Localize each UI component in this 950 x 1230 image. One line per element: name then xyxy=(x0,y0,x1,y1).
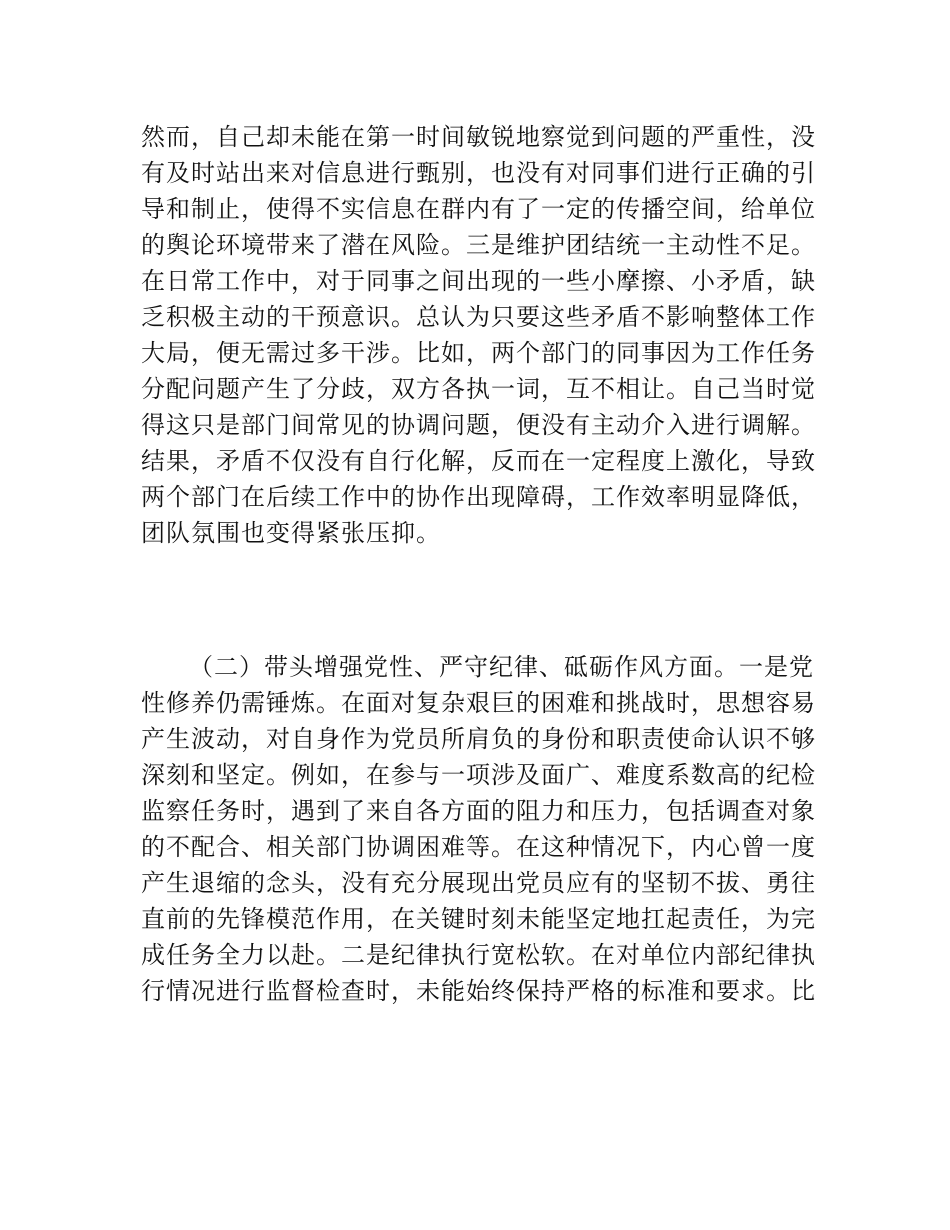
text-line: 导和制止，使得不实信息在群内有了一定的传播空间，给单位 xyxy=(141,195,816,223)
text-line: 乏积极主动的干预意识。总认为只要这些矛盾不影响整体工作 xyxy=(141,303,816,331)
text-line: 两个部门在后续工作中的协作出现障碍，工作效率明显降低， xyxy=(141,483,816,511)
text-line: 监察任务时，遇到了来自各方面的阻力和压力，包括调查对象 xyxy=(141,797,816,825)
text-line: 有及时站出来对信息进行甄别，也没有对同事们进行正确的引 xyxy=(141,159,816,187)
paragraph-2 xyxy=(141,649,816,1009)
text-line: 然而，自己却未能在第一时间敏锐地察觉到问题的严重性，没 xyxy=(141,123,816,151)
text-line: 在日常工作中，对于同事之间出现的一些小摩擦、小矛盾，缺 xyxy=(141,267,816,295)
text-line: 产生波动，对自身作为党员所肩负的身份和职责使命认识不够 xyxy=(141,725,816,753)
text-line: 性修养仍需锤炼。在面对复杂艰巨的困难和挑战时，思想容易 xyxy=(141,689,816,717)
text-line: 的不配合、相关部门协调困难等。在这种情况下，内心曾一度 xyxy=(141,833,816,861)
text-line: 结果，矛盾不仅没有自行化解，反而在一定程度上激化，导致 xyxy=(141,447,816,475)
text-line: 大局，便无需过多干涉。比如，两个部门的同事因为工作任务 xyxy=(141,339,816,367)
text-line: （二）带头增强党性、严守纪律、砥砺作风方面。一是党 xyxy=(189,653,814,681)
text-line: 产生退缩的念头，没有充分展现出党员应有的坚韧不拔、勇往 xyxy=(141,869,816,897)
text-line: 的舆论环境带来了潜在风险。三是维护团结统一主动性不足。 xyxy=(141,231,816,259)
text-line: 深刻和坚定。例如，在参与一项涉及面广、难度系数高的纪检 xyxy=(141,761,816,789)
paragraph-1 xyxy=(141,119,816,551)
text-line: 分配问题产生了分歧，双方各执一词，互不相让。自己当时觉 xyxy=(141,375,816,403)
text-line: 得这只是部门间常见的协调问题，便没有主动介入进行调解。 xyxy=(141,411,816,439)
text-line: 团队氛围也变得紧张压抑。 xyxy=(141,519,441,547)
text-line: 直前的先锋模范作用，在关键时刻未能坚定地扛起责任，为完 xyxy=(141,905,816,933)
text-line: 成任务全力以赴。二是纪律执行宽松软。在对单位内部纪律执 xyxy=(141,941,816,969)
text-line: 行情况进行监督检查时，未能始终保持严格的标准和要求。比 xyxy=(141,977,816,1005)
